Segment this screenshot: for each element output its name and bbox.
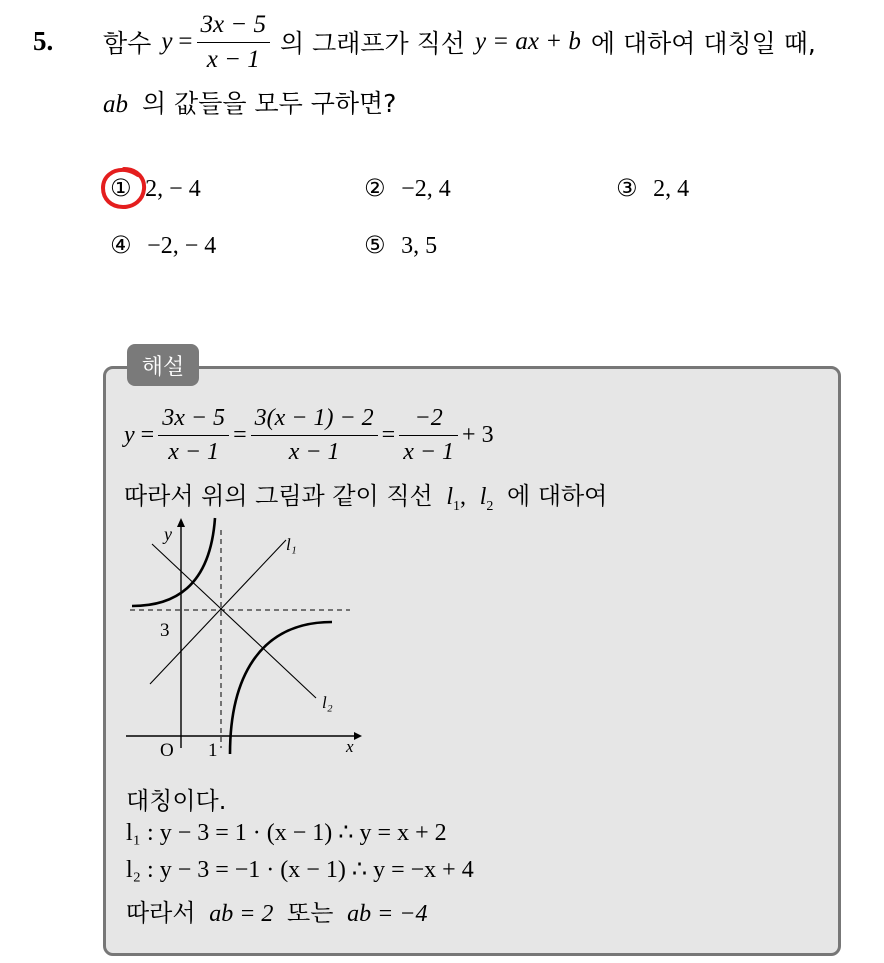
solution-frac-2-den: x − 1 (288, 438, 340, 465)
solution-conclusion-b: ab = 2 (209, 901, 274, 927)
solution-conclusion-c: 또는 (287, 899, 334, 927)
choice-text: 3, 5 (401, 233, 438, 259)
solution-l1-sub: 1 (453, 498, 461, 514)
line-l2 (152, 544, 316, 698)
question-line-2 (103, 84, 396, 120)
solution-conclusion-d: ab = −4 (347, 901, 428, 927)
choice-text: 2, − 4 (145, 176, 201, 202)
solution-l1: l (446, 484, 454, 510)
solution-frac-1-den: x − 1 (168, 438, 220, 465)
solution-tag: 해설 (127, 344, 199, 386)
answer-circle-icon (98, 163, 150, 213)
question-suffix: 에 대하여 대칭일 때, (590, 29, 816, 58)
question-line-1: 함수 y = $\frac{3x - 5}{x - 1}$ 의 그래프가 직선 y = ax + b 에 대하여 대칭일 때, (103, 10, 816, 73)
y-axis-arrow-icon (177, 518, 185, 527)
solution-y: y (124, 421, 135, 448)
graph-l2-label: l₂ (322, 693, 333, 712)
graph-origin-label: O (160, 740, 174, 760)
solution-conclusion (126, 893, 427, 928)
solution-eq-l1: l₁ : y − 3 = 1 · (x − 1) ∴ y = x + 2 (126, 820, 447, 846)
choice-2[interactable] (364, 174, 451, 203)
question-line-2-text: 의 값들을 모두 구하면? (141, 89, 397, 118)
question-middle: 의 그래프가 직선 (280, 29, 465, 58)
choice-text: −2, − 4 (147, 233, 217, 259)
solution-plus3: + 3 (462, 421, 494, 448)
choice-text: 2, 4 (653, 176, 690, 202)
solution-eq-l2: l₂ : y − 3 = −1 · (x − 1) ∴ y = −x + 4 (126, 857, 474, 883)
solution-line-2: 따라서 위의 그림과 같이 직선 $l_1$, $l_2$ 에 대하여 (124, 482, 608, 514)
solution-line-2-a: 따라서 위의 그림과 같이 직선 (124, 482, 433, 510)
graph-y-label: y (164, 524, 172, 544)
graph-y-tick: 3 (160, 620, 170, 641)
solution-frac-2 (251, 405, 378, 466)
solution-equation: y = $\frac{3x - 5}{x - 1}$ = $\frac{3(x - 1) - 2}{x - 1}$ = $\frac{-2}{x - 1}$ + 3 (124, 404, 494, 465)
solution-frac-3 (399, 405, 458, 466)
choice-mark: ④ (110, 231, 132, 259)
choice-5[interactable] (364, 231, 437, 260)
choice-mark: ① (110, 174, 132, 202)
solution-l2-sub: 2 (486, 498, 494, 514)
question-ab: ab (103, 91, 128, 118)
solution-line-2-b: 에 대하여 (507, 482, 608, 510)
solution-frac-1-num: 3x − 5 (158, 405, 229, 436)
graph-x-label: x (346, 737, 354, 756)
question-prefix: 함수 (103, 29, 152, 58)
choice-4[interactable] (110, 231, 216, 260)
graph-x-tick: 1 (208, 740, 218, 760)
solution-frac-2-num: 3(x − 1) − 2 (251, 405, 378, 436)
choice-3[interactable] (616, 174, 689, 203)
solution-conclusion-a: 따라서 (126, 899, 196, 927)
solution-frac-1 (158, 405, 229, 466)
solution-frac-3-den: x − 1 (403, 438, 455, 465)
choice-mark: ③ (616, 174, 638, 202)
question-fraction-den: x − 1 (206, 45, 260, 73)
question-number: 5. (33, 26, 54, 56)
choice-mark: ⑤ (364, 231, 386, 259)
hyperbola-lower-right (230, 622, 332, 754)
solution-l2: l (479, 484, 487, 510)
choice-text: −2, 4 (401, 176, 451, 202)
question-line-eq: y = ax + b (474, 28, 581, 55)
graph-l1-label: l₁ (286, 535, 297, 554)
solution-symmetric: 대칭이다. (126, 787, 227, 815)
question-func-y: y (161, 28, 173, 55)
question-fraction (197, 11, 270, 74)
symmetry-graph (118, 510, 378, 760)
question-fraction-num: 3x − 5 (197, 11, 270, 43)
hyperbola-upper-left (132, 518, 215, 606)
choice-mark: ② (364, 174, 386, 202)
x-axis-arrow-icon (354, 732, 362, 740)
solution-frac-3-num: −2 (399, 405, 458, 436)
